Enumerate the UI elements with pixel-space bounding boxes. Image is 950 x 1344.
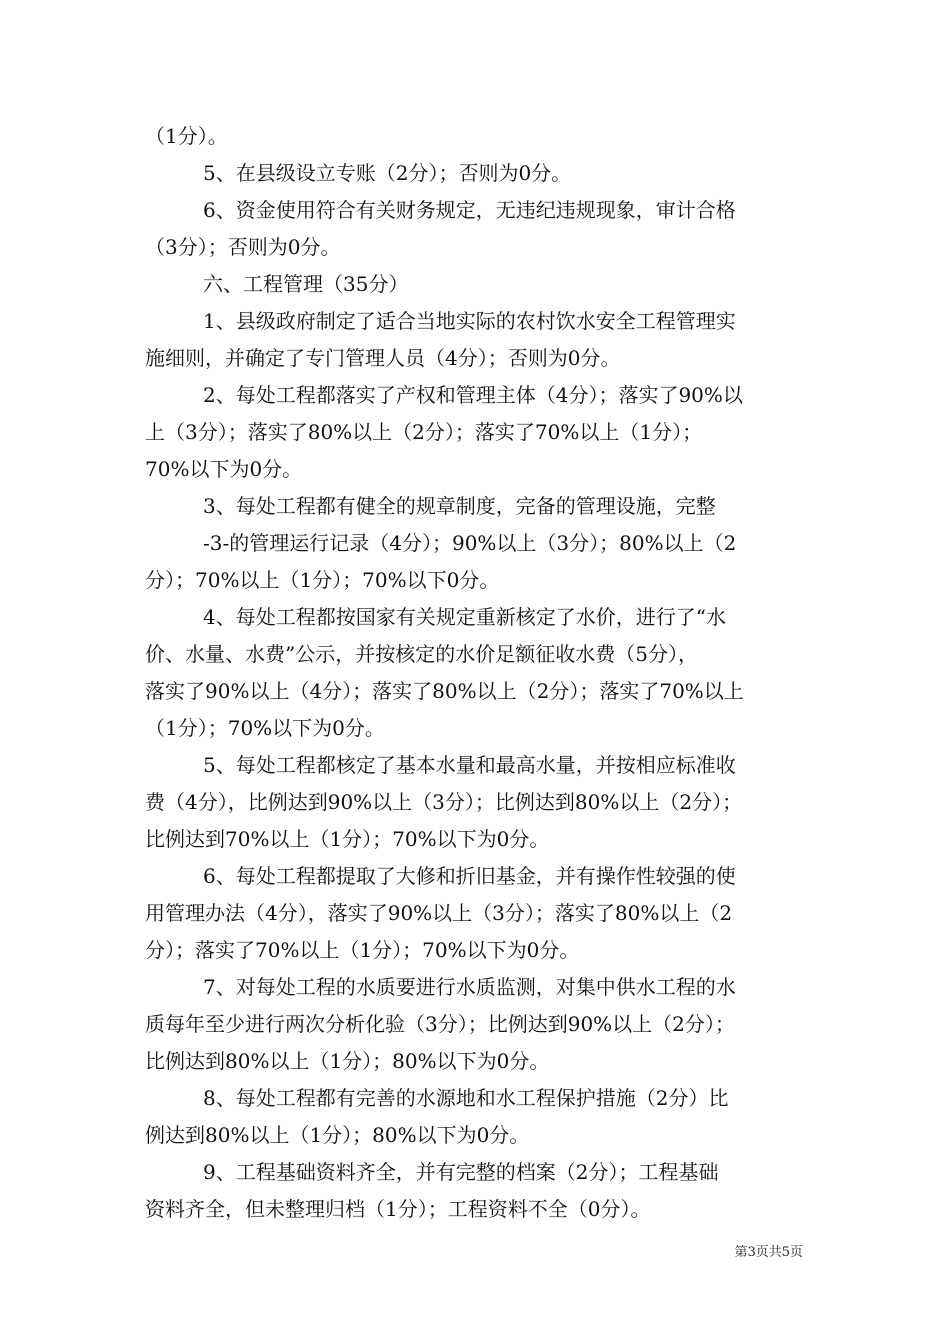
text-line: 例达到80%以上（1分）；80%以下为0分。 [145, 1123, 530, 1147]
text-line: 用管理办法（4分），落实了90%以上（3分）；落实了80%以上（2 [145, 901, 733, 925]
text-line: （3分）；否则为0分。 [145, 235, 341, 259]
text-line: 5、每处工程都核定了基本水量和最高水量，并按相应标准收 [203, 753, 736, 777]
text-line: 分）；落实了70%以上（1分）；70%以下为0分。 [145, 938, 580, 962]
text-line: （1分）。 [145, 124, 228, 148]
text-line: 6、每处工程都提取了大修和折旧基金，并有操作性较强的使 [203, 864, 736, 888]
text-line: 7、对每处工程的水质要进行水质监测，对集中供水工程的水 [203, 975, 736, 999]
text-line: 70%以下为0分。 [145, 457, 303, 481]
text-line: 落实了90%以上（4分）；落实了80%以上（2分）；落实了70%以上 [145, 679, 744, 703]
text-line: 4、每处工程都按国家有关规定重新核定了水价，进行了“水 [203, 605, 726, 629]
text-line: 3、每处工程都有健全的规章制度，完备的管理设施，完整 [203, 494, 716, 518]
text-line: 比例达到80%以上（1分）；80%以下为0分。 [145, 1049, 550, 1073]
text-line: 六、工程管理（35分） [203, 272, 409, 296]
text-line: 5、在县级设立专账（2分）；否则为0分。 [203, 161, 572, 185]
text-line: 6、资金使用符合有关财务规定，无违纪违规现象，审计合格 [203, 198, 736, 222]
text-line: （1分）；70%以下为0分。 [145, 716, 385, 740]
text-line: 8、每处工程都有完善的水源地和水工程保护措施（2分）比 [203, 1086, 729, 1110]
text-line: 费（4分），比例达到90%以上（3分）；比例达到80%以上（2分）； [145, 790, 743, 814]
document-body [145, 118, 807, 1228]
page-number: 第3页共5页 [734, 1245, 803, 1260]
text-line: 比例达到70%以上（1分）；70%以下为0分。 [145, 827, 550, 851]
text-line: 价、水量、水费”公示，并按核定的水价足额征收水费（5分）， [145, 642, 698, 666]
text-line: 2、每处工程都落实了产权和管理主体（4分）；落实了90%以 [203, 383, 743, 407]
text-line: 施细则，并确定了专门管理人员（4分）；否则为0分。 [145, 346, 621, 370]
text-line: -3-的管理运行记录（4分）；90%以上（3分）；80%以上（2 [203, 531, 737, 555]
text-line: 上（3分）；落实了80%以上（2分）；落实了70%以上（1分）； [145, 420, 703, 444]
text-line: 9、工程基础资料齐全，并有完整的档案（2分）；工程基础 [203, 1160, 719, 1184]
text-line: 资料齐全，但未整理归档（1分）；工程资料不全（0分）。 [145, 1197, 651, 1221]
text-line: 1、县级政府制定了适合当地实际的农村饮水安全工程管理实 [203, 309, 736, 333]
text-line: 分）；70%以上（1分）；70%以下0分。 [145, 568, 500, 592]
text-line: 质每年至少进行两次分析化验（3分）；比例达到90%以上（2分）； [145, 1012, 735, 1036]
